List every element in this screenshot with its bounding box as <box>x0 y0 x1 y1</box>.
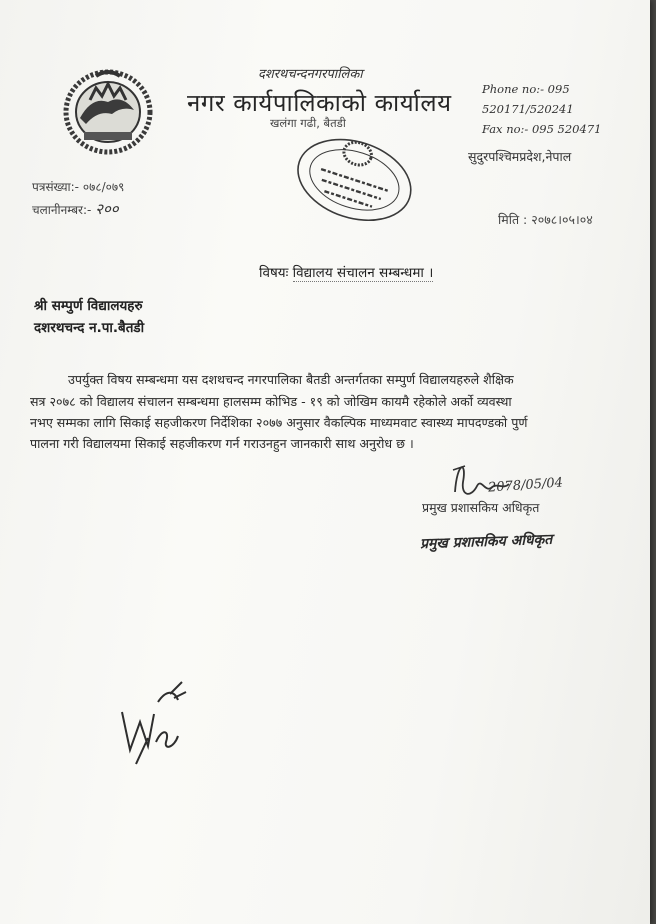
patra-value: ०७८/०७९ <box>82 180 125 194</box>
body-line-2: सत्र २०७८ को विद्यालय संचालन सम्बन्धमा हालसम्म कोभिड - १९ को जोखिम कायमै रहेकोले अर्को व्यवस्था <box>30 394 512 409</box>
fax-number: Fax no:- 095 520471 <box>482 122 602 136</box>
province-address: सुदुरपश्चिमप्रदेश,नेपाल <box>468 149 572 164</box>
addressee-line-2: दशरथचन्द न.पा.बैतडी <box>34 320 145 336</box>
body-line-1: उपर्युक्त विषय सम्बन्धमा यस दशथचन्द नगरपालिका बैतडी अन्तर्गतका सम्पुर्ण विद्यालयहरुले शैक्षिक <box>68 372 514 387</box>
handwritten-initials-icon <box>108 672 192 768</box>
chalani-value: २०० <box>95 200 119 218</box>
phone-label: Phone no:- 095 <box>482 82 570 96</box>
body-line-3: नभए सम्मका लागि सिकाई सहजीकरण निर्देशिका २०७७ अनुसार वैकल्पिक माध्यमवाट स्वास्थ्य मापदण्डको पुर्ण <box>30 415 528 430</box>
signature-date: 2078/05/04 <box>487 475 564 496</box>
office-stamp-icon <box>280 128 430 228</box>
office-title: नगर कार्यपालिकाको कार्यालय <box>187 89 452 117</box>
patra-sankhya <box>32 178 124 195</box>
letter-date: मिति : २०७८।०५।०४ <box>498 212 593 227</box>
chalani-label: चलानीनम्बर:- <box>32 203 92 217</box>
addressee-line-1: श्री सम्पुर्ण विद्यालयहरु <box>34 298 143 314</box>
subject-text: विद्यालय संचालन सम्बन्धमा । <box>292 265 434 281</box>
chalani-number <box>32 199 119 219</box>
officer-role-handwritten: प्रमुख प्रशासकिय अधिकृत <box>419 531 553 553</box>
officer-role: प्रमुख प्रशासकिय अधिकृत <box>422 500 540 515</box>
subject-label: विषयः <box>259 265 289 281</box>
municipality-name: दशरथचन्दनगरपालिका <box>258 67 363 82</box>
office-location: खलंगा गढी, बैतडी <box>270 116 346 130</box>
patra-label: पत्रसंख्या:- <box>32 180 80 194</box>
phone-numbers: 520171/520241 <box>482 102 574 116</box>
subject-line <box>259 263 433 281</box>
nepal-emblem-icon <box>62 66 154 158</box>
body-line-4: पालना गरी विद्यालयमा सिकाई सहजीकरण गर्न गराउनहुन जानकारी साथ अनुरोध छ । <box>30 436 414 451</box>
